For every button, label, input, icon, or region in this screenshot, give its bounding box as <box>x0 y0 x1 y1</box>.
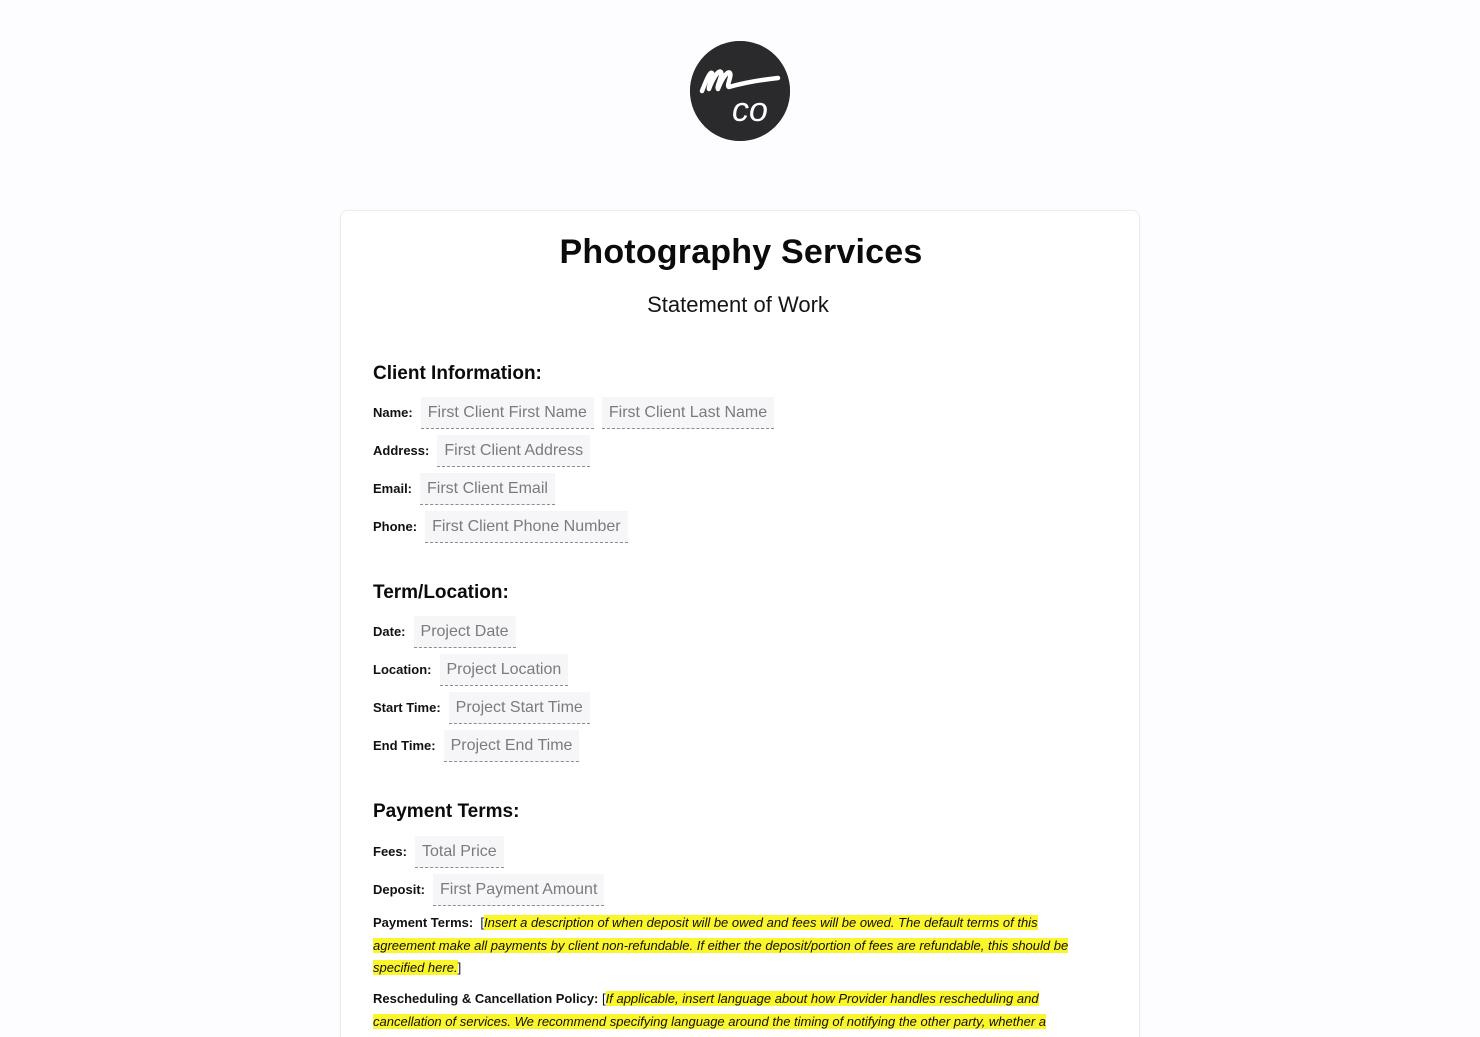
logo-co-text: co <box>732 91 768 129</box>
phone-label: Phone: <box>373 518 418 534</box>
total-price-field[interactable]: Total Price <box>415 836 504 868</box>
client-phone-field[interactable]: First Client Phone Number <box>425 511 628 543</box>
email-label: Email: <box>373 480 413 496</box>
start-time-row <box>373 692 598 724</box>
end-time-row <box>373 730 587 762</box>
logo-mark-icon <box>690 41 790 141</box>
open-bracket: [ <box>602 991 606 1006</box>
deposit-row <box>373 874 612 906</box>
client-last-name-field[interactable]: First Client Last Name <box>602 397 774 429</box>
company-logo <box>690 41 790 141</box>
date-row <box>373 616 524 648</box>
payment-terms-label: Payment Terms: <box>373 915 474 930</box>
document-title: Photography Services <box>559 233 923 271</box>
rescheduling-placeholder-text[interactable]: If applicable, insert language about how Provider handles rescheduling and cancellation of services. We recommend specifying language around the timing of notifying the other party, whether a <box>373 991 1047 1029</box>
first-payment-amount-field[interactable]: First Payment Amount <box>433 874 604 906</box>
location-label: Location: <box>373 661 432 677</box>
fees-row <box>373 836 512 868</box>
open-bracket: [ <box>480 915 485 930</box>
date-label: Date: <box>373 623 406 639</box>
name-label: Name: <box>373 404 413 420</box>
payment-terms-placeholder-text[interactable]: Insert a description of when deposit will be owed and fees will be owed. The default terms of this agreement make all payments by client non-refundable. If either the deposit/portion of fees are refundable, this should be specified here. <box>373 915 1069 975</box>
name-row <box>373 397 782 429</box>
project-start-time-field[interactable]: Project Start Time <box>449 692 590 724</box>
phone-row <box>373 511 636 543</box>
deposit-label: Deposit: <box>373 881 425 897</box>
address-row <box>373 435 598 467</box>
payment-terms-paragraph <box>373 912 1103 980</box>
close-bracket: ] <box>457 960 462 975</box>
payment-terms-heading: Payment Terms: <box>373 801 520 822</box>
address-label: Address: <box>373 442 430 458</box>
project-end-time-field[interactable]: Project End Time <box>444 730 580 762</box>
project-location-field[interactable]: Project Location <box>440 654 569 686</box>
project-date-field[interactable]: Project Date <box>414 616 516 648</box>
document-subtitle: Statement of Work <box>647 292 829 317</box>
rescheduling-paragraph <box>373 988 1103 1033</box>
end-time-label: End Time: <box>373 737 436 753</box>
start-time-label: Start Time: <box>373 699 441 715</box>
client-first-name-field[interactable]: First Client First Name <box>421 397 594 429</box>
location-row <box>373 654 576 686</box>
client-information-heading: Client Information: <box>373 363 542 384</box>
term-location-heading: Term/Location: <box>373 582 509 603</box>
document-card <box>340 210 1140 1037</box>
fees-label: Fees: <box>373 843 407 859</box>
rescheduling-label: Rescheduling & Cancellation Policy: <box>373 991 599 1006</box>
client-address-field[interactable]: First Client Address <box>437 435 590 467</box>
email-row <box>373 473 563 505</box>
client-email-field[interactable]: First Client Email <box>420 473 555 505</box>
